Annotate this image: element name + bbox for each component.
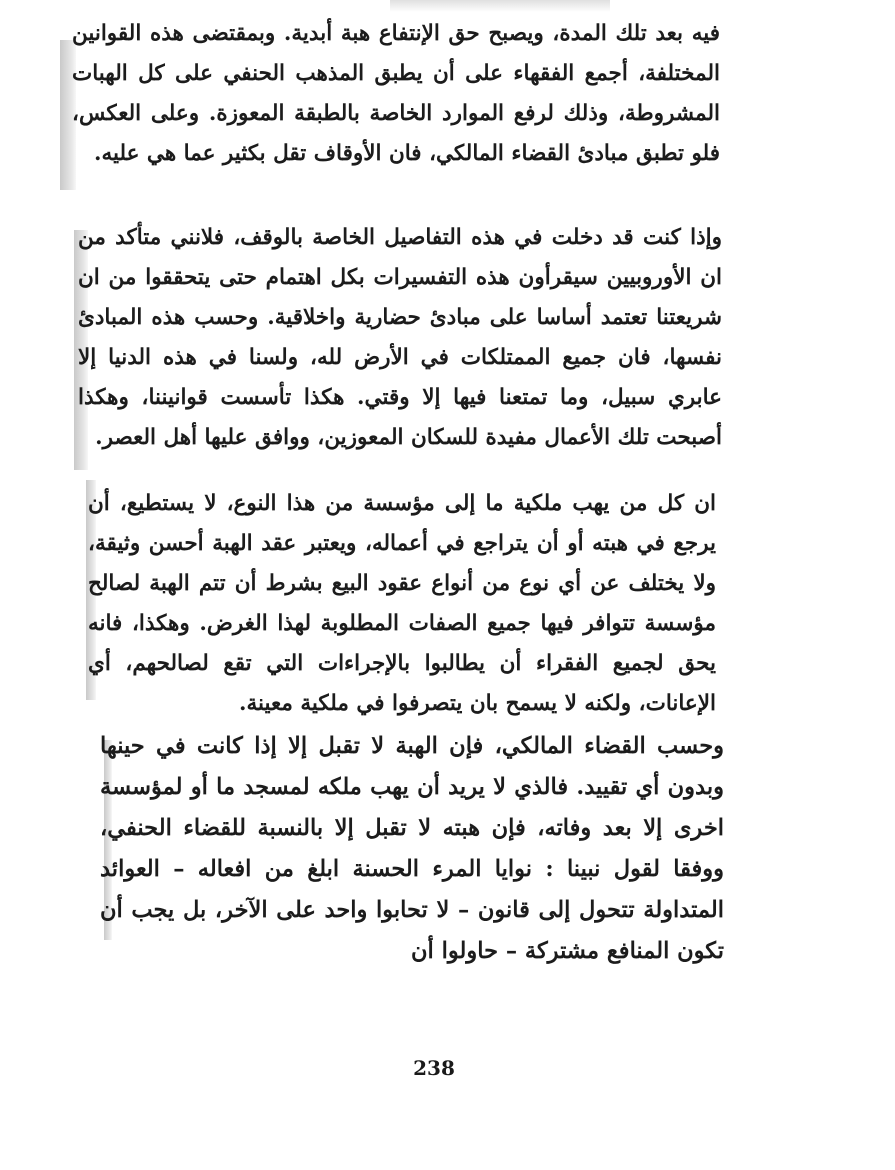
paragraph-2: [78, 218, 722, 458]
scan-smudge: [390, 0, 610, 12]
paragraph-1: [72, 14, 720, 174]
paragraph-text: وإذا كنت قد دخلت في هذه التفاصيل الخاصة بالوقف، فلانني متأكد من ان الأوروبيين سيقرأون هذه التفسيرات بكل اهتمام حتى يتحققوا من ان شريعتنا تعتمد أساسا على مبادئ حضارية واخلاقية. وحسب هذه المبادئ نفسها، فان جميع الممتلكات في الأرض لله، ولسنا في هذه الدنيا إلا عابري سبيل، وما تمتعنا فيها إلا وقتي. هكذا تأسست قوانيننا، وهكذا أصبحت تلك الأعمال مفيدة للسكان المعوزين، ووافق عليها أهل العصر.: [78, 225, 722, 450]
paragraph-text: ان كل من يهب ملكية ما إلى مؤسسة من هذا النوع، لا يستطيع، أن يرجع في هبته أو أن يتراجع في أعماله، ويعتبر عقد الهبة أحسن وثيقة، ولا يختلف عن أي نوع من أنواع عقود البيع بشرط أن تتم الهبة لصالح مؤسسة تتوافر فيها جميع الصفات المطلوبة لهذا الغرض. وهكذا، فانه يحق لجميع الفقراء أن يطالبوا بالإجراءات التي تقع لصالحهم، أي الإعانات، ولكنه لا يسمح بان يتصرفوا في ملكية معينة.: [88, 491, 716, 716]
paragraph-3: [88, 484, 716, 724]
paragraph-text: فيه بعد تلك المدة، ويصبح حق الإنتفاع هبة أبدية. وبمقتضى هذه القوانين المختلفة، أجمع الفقهاء على أن يطبق المذهب الحنفي على كل الهبات المشروطة، وذلك لرفع الموارد الخاصة بالطبقة المعوزة. وعلى العكس، فلو تطبق مبادئ القضاء المالكي، فان الأوقاف تقل بكثير عما هي عليه.: [72, 21, 720, 166]
page-number: 238: [413, 1056, 455, 1080]
paragraph-text: وحسب القضاء المالكي، فإن الهبة لا تقبل إلا إذا كانت في حينها وبدون أي تقييد. فالذي لا يريد أن يهب ملكه لمسجد ما أو لمؤسسة اخرى إلا بعد وفاته، فإن هبته لا تقبل إلا بالنسبة للقضاء الحنفي، ووفقا لقول نبينا : نوايا المرء الحسنة ابلغ من افعاله – العوائد المتداولة تتحول إلى قانون – لا تحابوا واحد على الآخر، بل يجب أن تكون المنافع مشتركة – حاولوا أن: [100, 733, 724, 964]
paragraph-4: [100, 726, 724, 972]
